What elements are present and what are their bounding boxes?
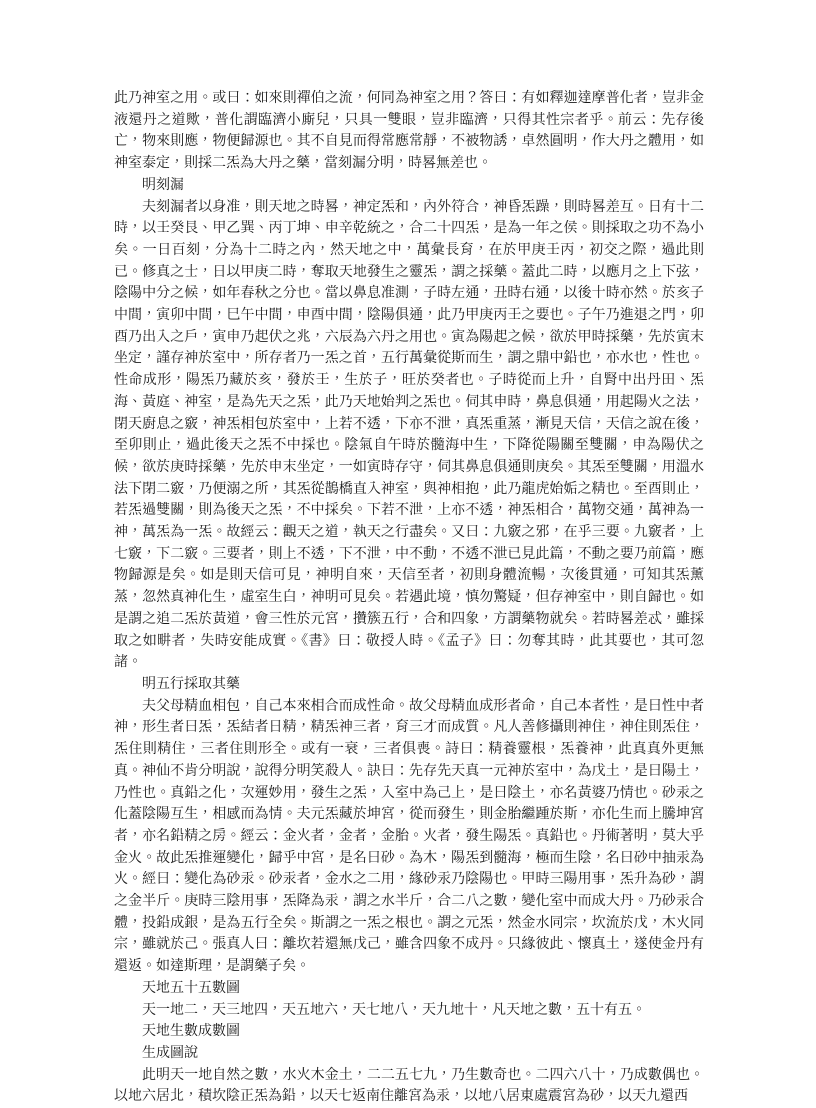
- heading-ming-wuxing-caiqu: 明五行採取其藥: [142, 676, 240, 692]
- heading-ming-kelou: 明刻漏: [142, 177, 184, 193]
- paragraph-kelou-body: 夫刻漏者以身准，則天地之時晷，神定炁和，內外符合，神昏炁躁，則時晷差互。日有十二時，以壬癸艮、甲乙巽、丙丁坤、申辛乾統之，合二十四炁，是為一年之侯。則採取之功不為小矣。一日百刻，分為十二時之內，然天地之中，萬彙長育，在於甲庚壬丙，初交之際，過此則已。修真之士，日以甲庚二時，奪取天地發生之靈炁，謂之採藥。蓋此二時，以應月之上下弦，陰陽中分之候，如年春秋之分也。當以鼻息准測，子時左通，丑時右通，以後十時亦然。於亥子中間，寅卯中間，巳午中間，申酉中間，陰陽俱通，此乃甲庚丙壬之要也。子午乃進退之門，卯酉乃出入之戶，寅申乃起伏之兆，六辰為六丹之用也。寅為陽起之候，欲於甲時採藥，先於寅末坐定，謹存神於室中，所存者乃一炁之首，五行萬彙從斯而生，謂之鼎中鉛也，亦水也，性也。性命成形，陽炁乃藏於亥，發於壬，生於子，旺於癸者也。子時從而上升，自腎中出丹田、炁海、黃庭、神室，是為先天之炁，此乃天地始判之炁也。伺其申時，鼻息俱通，用起陽火之法，閉天廚息之竅，神炁相包於室中，上若不透，下亦不泄，真炁重蒸，漸見天信，天信之說在後，至卯則止，過此後天之炁不中採也。陰氣自午時於髓海中生，下降從陽關至雙關，申為陽伏之候，欲於庚時採藥，先於申末坐定，一如寅時存守，伺其鼻息俱通則庚矣。其炁至雙關，用溫水法下閉二竅，乃便溺之所，其炁從鵲橋直入神室，與神相抱，此乃龍虎始姤之精也。至酉則止，若炁過雙關，則為後天之炁，不中採矣。下若不泄，上亦不透，神炁相合，萬物交通，萬神為一神，萬炁為一炁。故經云：觀天之道，執天之行盡矣。又曰：九竅之邪，在乎三要。九竅者，上七竅，下二竅。三要者，則上不透，下不泄，中不動，不透不泄已見此篇，不動之要乃前篇，應物歸源是矣。如是則天信可見，神明自來，天信至者，初則身體流暢，次後貫通，可知其炁薰蒸，忽然真神化生，虛室生白，神明可見矣。若遇此境，慎勿驚疑，但存神室中，則自歸也。如是謂之追二炁於黃道，會三性於元宮，攢簇五行，合和四象，方謂藥物就矣。若時晷差忒，雖採取之如畊者，失時安能成實。《書》曰：敬授人時。《孟子》曰：勿奪其時，此其要也，其可忽諸。: [114, 199, 704, 671]
- paragraph-tiandi-numbers: 天一地二，天三地四，天五地六，天七地八，天九地十，凡天地之數，五十有五。: [142, 1002, 646, 1018]
- paragraph-wuxing-body: 夫父母精血相包，自己本來相合而成性命。故父母精血成形者命，自己本者性，是曰性中者神，形生者曰炁，炁結者日精，精炁神三者，育三才而成質。凡人善修攝則神住，神住則炁住，炁住則精住，三者住則形全。或有一衰，三者俱喪。詩曰：精養靈根，炁養神，此真真外更無真。神仙不肯分明說，說得分明笑殺人。訣曰：先存先天真一元神於室中，為戊土，是曰陽土，乃性也。真鉛之化，次運妙用，發生之炁，入室中為己上，是曰陰土，亦名黃婆乃情也。砂汞之化蓋陰陽互生，相感而為情。夫元炁藏於坤宮，從而發生，則金胎繼踵於斯，亦化生而上騰坤宮者，亦名鉛精之房。經云：金火者，金者，金胎。火者，發生陽炁。真鉛也。丹術著明，莫大乎金火。故此炁推運變化，歸乎中宮，是名曰砂。為木，陽炁到髓海，極而生陰，名曰砂中抽汞為火。經曰：變化為砂汞。砂汞者，金水之二用，緣砂汞乃陰陽也。甲時三陽用事，炁升為砂，謂之金半斤。庚時三陰用事，炁降為汞，謂之水半斤，合二八之數，變化室中而成大丹。乃砂汞合體，投鉛成銀，是為五行全矣。斯謂之一炁之根也。謂之元炁，然金水同宗，坎流於戊，木火同宗，雖就於己。張真人曰：離坎若還無戊己，雖含四象不成丹。只緣彼此、懷真土，遂使金丹有還返。如達斯理，是謂藥子矣。: [114, 698, 704, 975]
- paragraph-shenshi-continuation: 此乃神室之用。或曰：如來則禪伯之流，何同為神室之用？答曰：有如釋迦達摩普化者，豈非金液還丹之道歟，普化謂臨濟小廝兒，只具一雙眼，豈非臨濟，只得其性宗者乎。前云：先存後亡，物來則應，物便歸源也。其不自見而得常應常靜，不被物誘，卓然圓明，作大丹之體用，如神室泰定，則採二炁為大丹之藥，當刻漏分明，時晷無差也。: [114, 91, 704, 172]
- heading-tiandi-wushiwu-shutu: 天地五十五數圖: [142, 980, 240, 996]
- paragraph-shengcheng-body: 此明天一地自然之數，水火木金土，二二五七九，乃生數奇也。二四六八十，乃成數偶也。以地六居北，積坎陰正炁為鉛，以天七返南住離宮為汞，以地八居東處震宮為砂，以天九還西: [114, 1067, 704, 1105]
- text-block: [114, 88, 704, 1108]
- heading-shengcheng-tushuo: 生成圖說: [142, 1045, 198, 1061]
- heading-tiandi-shengshu-chengshu-tu: 天地生數成數圖: [142, 1024, 240, 1040]
